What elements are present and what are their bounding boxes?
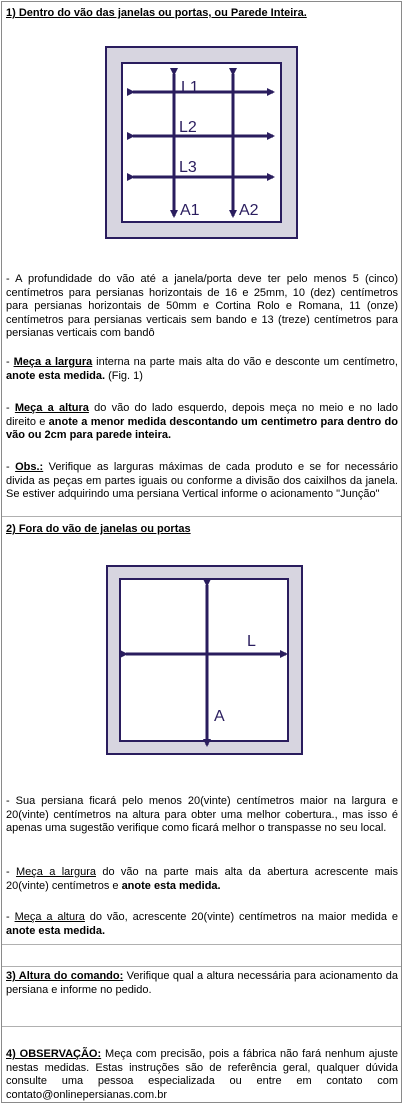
fig-ref: (Fig. 1) (105, 369, 143, 382)
label-L: L (247, 633, 256, 650)
section2-height-paragraph (6, 911, 398, 938)
inner-opening (122, 63, 281, 222)
label-L3: L3 (179, 159, 197, 176)
measure-height-label: Meça a altura (14, 402, 89, 414)
section1-depth-paragraph: - A profundidade do vão até a janela/porta deve ter pelo menos 5 (cinco) centímetros para persianas horizontais de 16 e 25mm, 10 (dez) centímetros para persianas horizontais de 50mm e Cortina Rolo e Romana, 11 (onze) centímetros para persianas verticais sem bando e 13 (treze) centímetros para persianas verticais com bandô (6, 273, 398, 339)
section2-coverage-paragraph: - Sua persiana ficará pelo menos 20(vinte) centímetros maior na largura e 20(vinte) centímetros na altura para obter uma melhor cobertura., mas isso é apenas uma sugestão verifique como ficará melhor o transpasse no seu local. (6, 795, 398, 834)
bullet: - (6, 911, 15, 923)
section-observation (2, 1027, 401, 1104)
section1-width-paragraph (6, 356, 398, 383)
note-measure: anote esta medida. (121, 879, 221, 892)
height-text: do vão do lado esquerdo, depois meça no meio e no lado direito e (6, 402, 398, 428)
width-text: interna na parte mais alta do vão e desconte um centímetro, (92, 356, 398, 368)
figure-inside-opening (105, 46, 305, 242)
section2-heading: 2) Fora do vão de janelas ou portas (6, 523, 191, 535)
measure-height-label: Meça a altura (14, 911, 85, 923)
measure-width-label: Meça a largura (13, 356, 93, 368)
label-A2: A2 (239, 202, 259, 219)
label-A1: A1 (180, 202, 200, 219)
section2-width-paragraph (6, 866, 398, 893)
figure-outside-opening (106, 565, 306, 761)
section3-paragraph (6, 970, 398, 997)
section1-obs-paragraph (6, 461, 398, 502)
section-control-height (2, 967, 401, 1027)
note-measure: anote esta medida. (6, 924, 106, 937)
measure-width-label: Meça a largura (16, 866, 96, 878)
label-L2: L2 (179, 119, 197, 136)
section4-text: Meça com precisão, pois a fábrica não fará nenhum ajuste nestas medidas. Estas instruções são de referência geral, qualquer dúvida consulte uma pessoa especializada ou entre em contato com contato@onlinepersianas.com.br (6, 1048, 398, 1101)
obs-text: Verifique as larguras máximas de cada produto e se for necessário divida as peças em partes iguais ou conforme a divisão dos caixilhos da janela. Se estiver adquirindo uma persiana Vertical informe o acionamento "Junção" (6, 461, 398, 500)
document-frame (1, 1, 402, 1103)
section4-paragraph (6, 1048, 398, 1102)
section1-heading: 1) Dentro do vão das janelas ou portas, ou Parede Inteira. (6, 7, 307, 19)
label-L1: L1 (181, 79, 199, 96)
section-inside-opening (2, 2, 401, 517)
inner-opening (120, 579, 288, 741)
label-A: A (214, 708, 225, 725)
section1-height-paragraph (6, 402, 398, 443)
section-outside-opening (2, 517, 401, 945)
note-measure: anote esta medida. (6, 369, 106, 382)
note-smallest-measure: anote a menor medida descontando um centimetro para dentro do vão ou 2cm para parede inteira. (6, 415, 398, 441)
section3-heading: 3) Altura do comando: (6, 970, 124, 982)
bullet: - (6, 402, 15, 414)
spacer-row (2, 945, 401, 967)
obs-label: Obs.: (15, 461, 44, 473)
section3-text: Verifique qual a altura necessária para acionamento da persiana e informe no pedido. (6, 970, 398, 996)
bullet: - (6, 461, 16, 473)
height-text: do vão, acrescente 20(vinte) centímetros na maior medida e (84, 911, 398, 923)
bullet: - (6, 356, 14, 368)
width-text: do vão na parte mais alta da abertura acrescente mais 20(vinte) centímetros e (6, 866, 398, 892)
section4-heading: 4) OBSERVAÇÃO: (6, 1048, 102, 1060)
bullet: - (6, 866, 17, 878)
